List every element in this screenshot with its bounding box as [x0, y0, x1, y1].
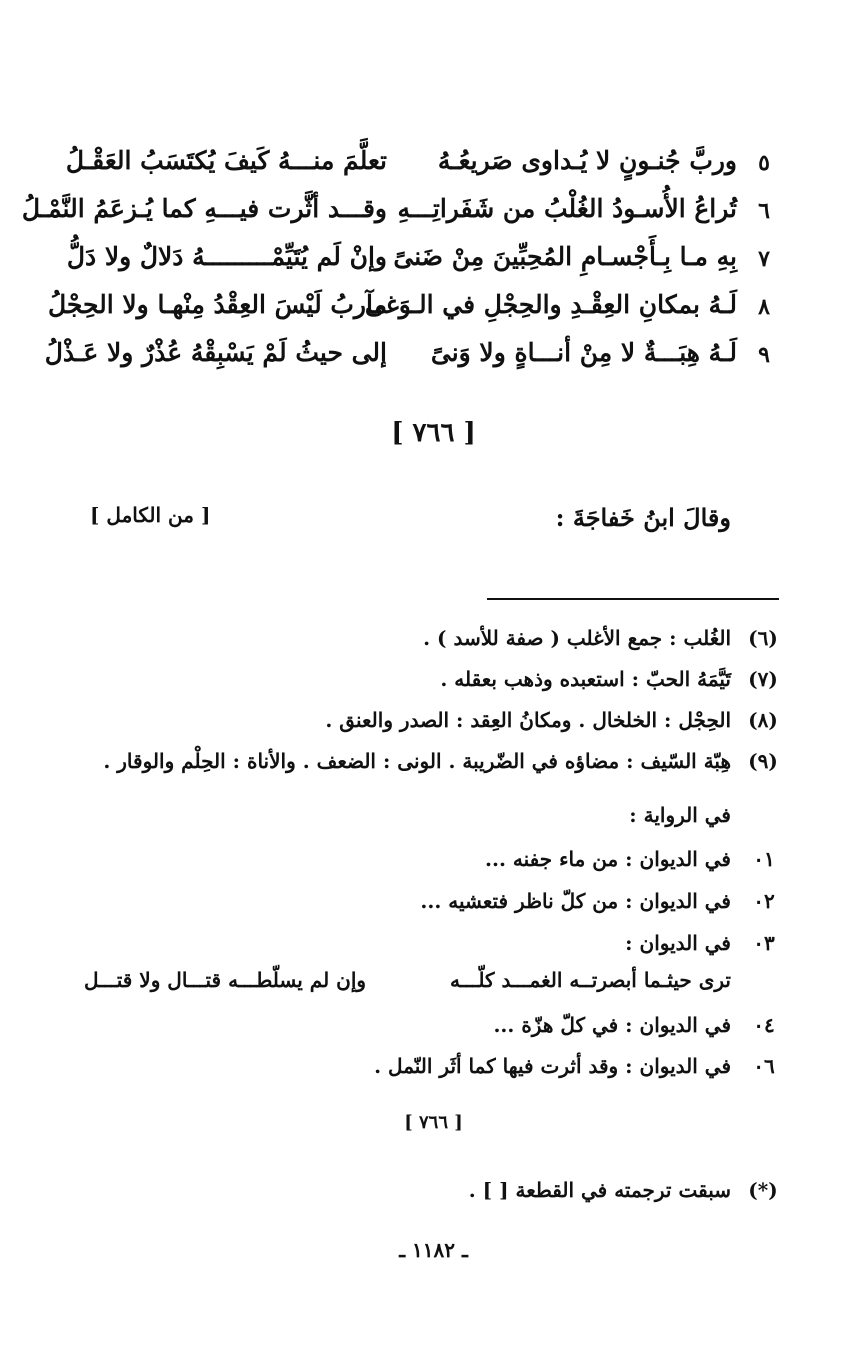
verse-first-hemistich: لَـهُ هِبَـــةٌ لا مِنْ أنـــاةٍ ولا وَنىً: [430, 338, 737, 367]
verse-second-hemistich: إلى حيثُ لَمْ يَسْبِقْهُ عُذْرٌ ولا عَـذْلُ: [44, 338, 387, 367]
riwaya-verse-first: ترى حيثـما أبصرتــه الغمـــد كلّـــه: [450, 968, 731, 992]
riwaya-text: في الديوان : من كلّ ناظر فتعشيه ...: [420, 889, 731, 913]
meter-label: [ من الكامل ]: [90, 503, 211, 527]
footnote-item: [61, 747, 781, 783]
footnote-text: الحِجْل : الخلخال . ومكانُ العِقد : الصدر والعنق .: [325, 708, 731, 732]
verse-row: [0, 334, 867, 382]
footnote-item: [61, 665, 781, 701]
footnote-marker: (٦): [748, 626, 778, 650]
footnote-text: الغُلب : جمع الأغلب ( صفة للأسد ) .: [423, 626, 731, 650]
verse-number: ٩: [758, 342, 770, 368]
verse-row: [0, 286, 867, 334]
footnote-separator: [487, 598, 779, 600]
riwaya-item: [61, 1052, 781, 1090]
verse-row: [0, 142, 867, 190]
riwaya-marker: ٠٤: [753, 1013, 775, 1037]
verse-second-hemistich: مآربُ لَيْسَ العِقْدُ مِنْهـا ولا الحِجْلُ: [47, 290, 387, 319]
footnote-marker: (٩): [748, 749, 778, 773]
verse-number: ٦: [758, 198, 770, 224]
footnote-item: [61, 624, 781, 660]
section-number: [ ٧٦٦ ]: [391, 418, 476, 448]
poem-intro: وقالَ ابنُ خَفاجَةَ :: [555, 503, 731, 532]
riwaya-item: [61, 929, 781, 967]
riwaya-marker: ٠١: [753, 847, 775, 871]
riwaya-text: في الديوان :: [625, 931, 731, 955]
verse-first-hemistich: تُراعُ الأُسـودُ الغُلْبُ من شَفَراتِـــهِ: [397, 194, 737, 223]
verse-second-hemistich: وإنْ لَم يُتَيِّمْـــــــــهُ دَلالٌ ولا دَلُّ: [66, 242, 387, 271]
riwaya-text: في الديوان : في كلّ هزّة ...: [493, 1013, 731, 1037]
verse-first-hemistich: وربَّ جُنـونٍ لا يُـداوى صَريعُـهُ: [437, 146, 737, 175]
verse-row: [0, 190, 867, 238]
riwaya-text: في الديوان : من ماء جفنه ...: [485, 847, 731, 871]
footnote-marker: (٨): [748, 708, 778, 732]
verse-number: ٥: [758, 150, 770, 176]
page-number: ـ ١١٨٢ ـ: [399, 1238, 468, 1262]
riwaya-text: في الديوان : وقد أثرت فيها كما أثَر النّمل .: [374, 1054, 731, 1078]
footnote-text: هِبّة السّيف : مضاؤه في الضّريبة . الونى : الضعف . والأناة : الحِلْم والوقار .: [103, 749, 731, 773]
section-number-small: [ ٧٦٦ ]: [404, 1112, 463, 1133]
star-marker: (*): [748, 1178, 778, 1202]
verse-first-hemistich: بِهِ مـا بِـأَجْسـامِ المُحِبِّينَ مِنْ ضَنىً: [393, 242, 737, 271]
biography-note-text: سبقت ترجمته في القطعة [ ] .: [468, 1178, 731, 1202]
riwaya-item: [61, 1011, 781, 1049]
biography-note: [61, 1176, 781, 1212]
verse-row: [0, 238, 867, 286]
footnote-marker: (٧): [748, 667, 778, 691]
riwaya-item: [61, 845, 781, 883]
riwaya-marker: ٠٢: [753, 889, 775, 913]
verse-number: ٨: [758, 294, 770, 320]
verse-number: ٧: [758, 246, 770, 272]
riwaya-heading: في الرواية :: [629, 803, 731, 827]
riwaya-verse-second: وإن لم يسلّطـــه قتـــال ولا قتـــل: [84, 968, 367, 992]
riwaya-item: [61, 887, 781, 925]
riwaya-marker: ٠٦: [753, 1054, 775, 1078]
verse-second-hemistich: تعلَّمَ منـــهُ كَيفَ يُكتَسَبُ العَقْـلُ: [65, 146, 387, 175]
riwaya-marker: ٠٣: [753, 931, 775, 955]
footnote-item: [61, 706, 781, 742]
verse-second-hemistich: وقـــد أثَّرت فيـــهِ كما يُـزعَمُ النَّمْـلُ: [21, 194, 387, 223]
verse-first-hemistich: لَـهُ بمكانِ العِقْـدِ والحِجْلِ في الـوَغى: [364, 290, 737, 319]
footnote-text: تَيَّمَهُ الحبّ : استعبده وذهب بعقله .: [440, 667, 731, 691]
